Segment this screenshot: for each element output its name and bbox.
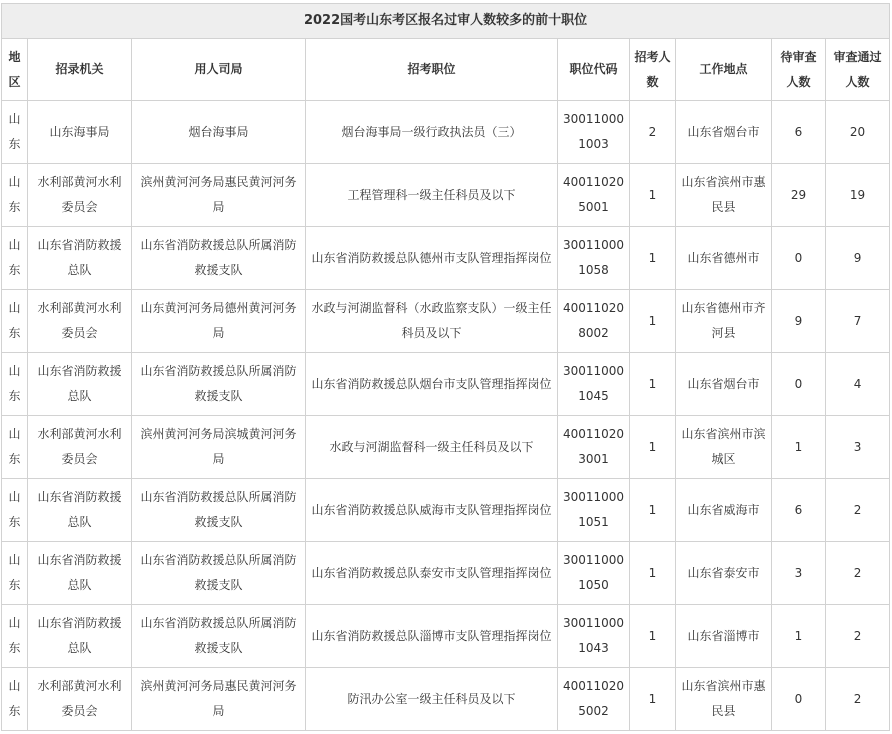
- cell-employing-bureau: 滨州黄河河务局惠民黄河河务局: [132, 668, 306, 731]
- cell-recruiting-agency: 水利部黄河水利委员会: [28, 164, 132, 227]
- table-row: [2, 290, 890, 353]
- cell-region: 山东: [2, 164, 28, 227]
- cell-pending-review-count: 1: [772, 605, 826, 668]
- table-row: [2, 164, 890, 227]
- cell-approved-count: 2: [826, 542, 890, 605]
- cell-approved-count: 9: [826, 227, 890, 290]
- table-title: 2022国考山东考区报名过审人数较多的前十职位: [2, 4, 890, 39]
- cell-pending-review-count: 29: [772, 164, 826, 227]
- cell-position: 山东省消防救援总队烟台市支队管理指挥岗位: [306, 353, 558, 416]
- cell-work-location: 山东省滨州市滨城区: [676, 416, 772, 479]
- cell-position-code: 300110001058: [558, 227, 630, 290]
- cell-approved-count: 2: [826, 479, 890, 542]
- cell-quota: 1: [630, 227, 676, 290]
- cell-quota: 2: [630, 101, 676, 164]
- cell-pending-review-count: 6: [772, 101, 826, 164]
- cell-approved-count: 20: [826, 101, 890, 164]
- cell-position-code: 300110001043: [558, 605, 630, 668]
- table-row: [2, 605, 890, 668]
- cell-work-location: 山东省德州市: [676, 227, 772, 290]
- table-row: [2, 668, 890, 731]
- table-row: [2, 227, 890, 290]
- cell-employing-bureau: 山东省消防救援总队所属消防救援支队: [132, 353, 306, 416]
- cell-region: 山东: [2, 101, 28, 164]
- cell-employing-bureau: 滨州黄河河务局惠民黄河河务局: [132, 164, 306, 227]
- cell-quota: 1: [630, 416, 676, 479]
- positions-table: [1, 3, 890, 731]
- cell-recruiting-agency: 水利部黄河水利委员会: [28, 668, 132, 731]
- cell-pending-review-count: 0: [772, 353, 826, 416]
- cell-employing-bureau: 山东黄河河务局德州黄河河务局: [132, 290, 306, 353]
- header-work-location: 工作地点: [676, 39, 772, 101]
- cell-position-code: 300110001051: [558, 479, 630, 542]
- cell-region: 山东: [2, 416, 28, 479]
- cell-recruiting-agency: 山东省消防救援总队: [28, 479, 132, 542]
- cell-approved-count: 19: [826, 164, 890, 227]
- cell-recruiting-agency: 水利部黄河水利委员会: [28, 290, 132, 353]
- cell-quota: 1: [630, 542, 676, 605]
- cell-employing-bureau: 山东省消防救援总队所属消防救援支队: [132, 542, 306, 605]
- cell-employing-bureau: 滨州黄河河务局滨城黄河河务局: [132, 416, 306, 479]
- table-row: [2, 101, 890, 164]
- cell-approved-count: 2: [826, 605, 890, 668]
- cell-approved-count: 3: [826, 416, 890, 479]
- cell-recruiting-agency: 水利部黄河水利委员会: [28, 416, 132, 479]
- table-row: [2, 353, 890, 416]
- cell-work-location: 山东省德州市齐河县: [676, 290, 772, 353]
- cell-position-code: 300110001045: [558, 353, 630, 416]
- cell-recruiting-agency: 山东省消防救援总队: [28, 605, 132, 668]
- table-row: [2, 542, 890, 605]
- cell-position-code: 300110001050: [558, 542, 630, 605]
- cell-pending-review-count: 3: [772, 542, 826, 605]
- cell-pending-review-count: 0: [772, 668, 826, 731]
- table-body: [2, 101, 890, 731]
- cell-recruiting-agency: 山东省消防救援总队: [28, 542, 132, 605]
- cell-recruiting-agency: 山东海事局: [28, 101, 132, 164]
- cell-pending-review-count: 1: [772, 416, 826, 479]
- cell-employing-bureau: 山东省消防救援总队所属消防救援支队: [132, 605, 306, 668]
- cell-recruiting-agency: 山东省消防救援总队: [28, 353, 132, 416]
- cell-region: 山东: [2, 479, 28, 542]
- cell-position: 山东省消防救援总队威海市支队管理指挥岗位: [306, 479, 558, 542]
- cell-employing-bureau: 山东省消防救援总队所属消防救援支队: [132, 227, 306, 290]
- cell-position: 山东省消防救援总队淄博市支队管理指挥岗位: [306, 605, 558, 668]
- cell-pending-review-count: 9: [772, 290, 826, 353]
- header-region: 地区: [2, 39, 28, 101]
- header-employing-bureau: 用人司局: [132, 39, 306, 101]
- cell-recruiting-agency: 山东省消防救援总队: [28, 227, 132, 290]
- cell-region: 山东: [2, 290, 28, 353]
- positions-table-container: [1, 3, 889, 731]
- cell-approved-count: 7: [826, 290, 890, 353]
- cell-pending-review-count: 0: [772, 227, 826, 290]
- table-row: [2, 479, 890, 542]
- cell-work-location: 山东省淄博市: [676, 605, 772, 668]
- cell-work-location: 山东省滨州市惠民县: [676, 164, 772, 227]
- cell-pending-review-count: 6: [772, 479, 826, 542]
- header-quota: 招考人数: [630, 39, 676, 101]
- cell-position: 山东省消防救援总队德州市支队管理指挥岗位: [306, 227, 558, 290]
- cell-region: 山东: [2, 605, 28, 668]
- cell-region: 山东: [2, 227, 28, 290]
- cell-work-location: 山东省烟台市: [676, 101, 772, 164]
- cell-employing-bureau: 烟台海事局: [132, 101, 306, 164]
- header-pending-review-count: 待审查人数: [772, 39, 826, 101]
- cell-position-code: 400110205001: [558, 164, 630, 227]
- cell-region: 山东: [2, 353, 28, 416]
- cell-position: 烟台海事局一级行政执法员（三）: [306, 101, 558, 164]
- cell-quota: 1: [630, 290, 676, 353]
- cell-quota: 1: [630, 164, 676, 227]
- header-approved-count: 审查通过人数: [826, 39, 890, 101]
- cell-position: 工程管理科一级主任科员及以下: [306, 164, 558, 227]
- cell-position-code: 400110208002: [558, 290, 630, 353]
- cell-quota: 1: [630, 353, 676, 416]
- cell-approved-count: 2: [826, 668, 890, 731]
- cell-employing-bureau: 山东省消防救援总队所属消防救援支队: [132, 479, 306, 542]
- cell-region: 山东: [2, 542, 28, 605]
- cell-position-code: 400110205002: [558, 668, 630, 731]
- header-row: [2, 39, 890, 101]
- cell-position: 防汛办公室一级主任科员及以下: [306, 668, 558, 731]
- cell-quota: 1: [630, 479, 676, 542]
- cell-work-location: 山东省泰安市: [676, 542, 772, 605]
- header-position: 招考职位: [306, 39, 558, 101]
- header-position-code: 职位代码: [558, 39, 630, 101]
- cell-quota: 1: [630, 605, 676, 668]
- cell-position-code: 400110203001: [558, 416, 630, 479]
- table-row: [2, 416, 890, 479]
- cell-quota: 1: [630, 668, 676, 731]
- cell-position: 水政与河湖监督科（水政监察支队）一级主任科员及以下: [306, 290, 558, 353]
- cell-work-location: 山东省烟台市: [676, 353, 772, 416]
- cell-work-location: 山东省滨州市惠民县: [676, 668, 772, 731]
- cell-region: 山东: [2, 668, 28, 731]
- cell-approved-count: 4: [826, 353, 890, 416]
- cell-work-location: 山东省威海市: [676, 479, 772, 542]
- header-recruiting-agency: 招录机关: [28, 39, 132, 101]
- cell-position: 山东省消防救援总队泰安市支队管理指挥岗位: [306, 542, 558, 605]
- cell-position-code: 300110001003: [558, 101, 630, 164]
- cell-position: 水政与河湖监督科一级主任科员及以下: [306, 416, 558, 479]
